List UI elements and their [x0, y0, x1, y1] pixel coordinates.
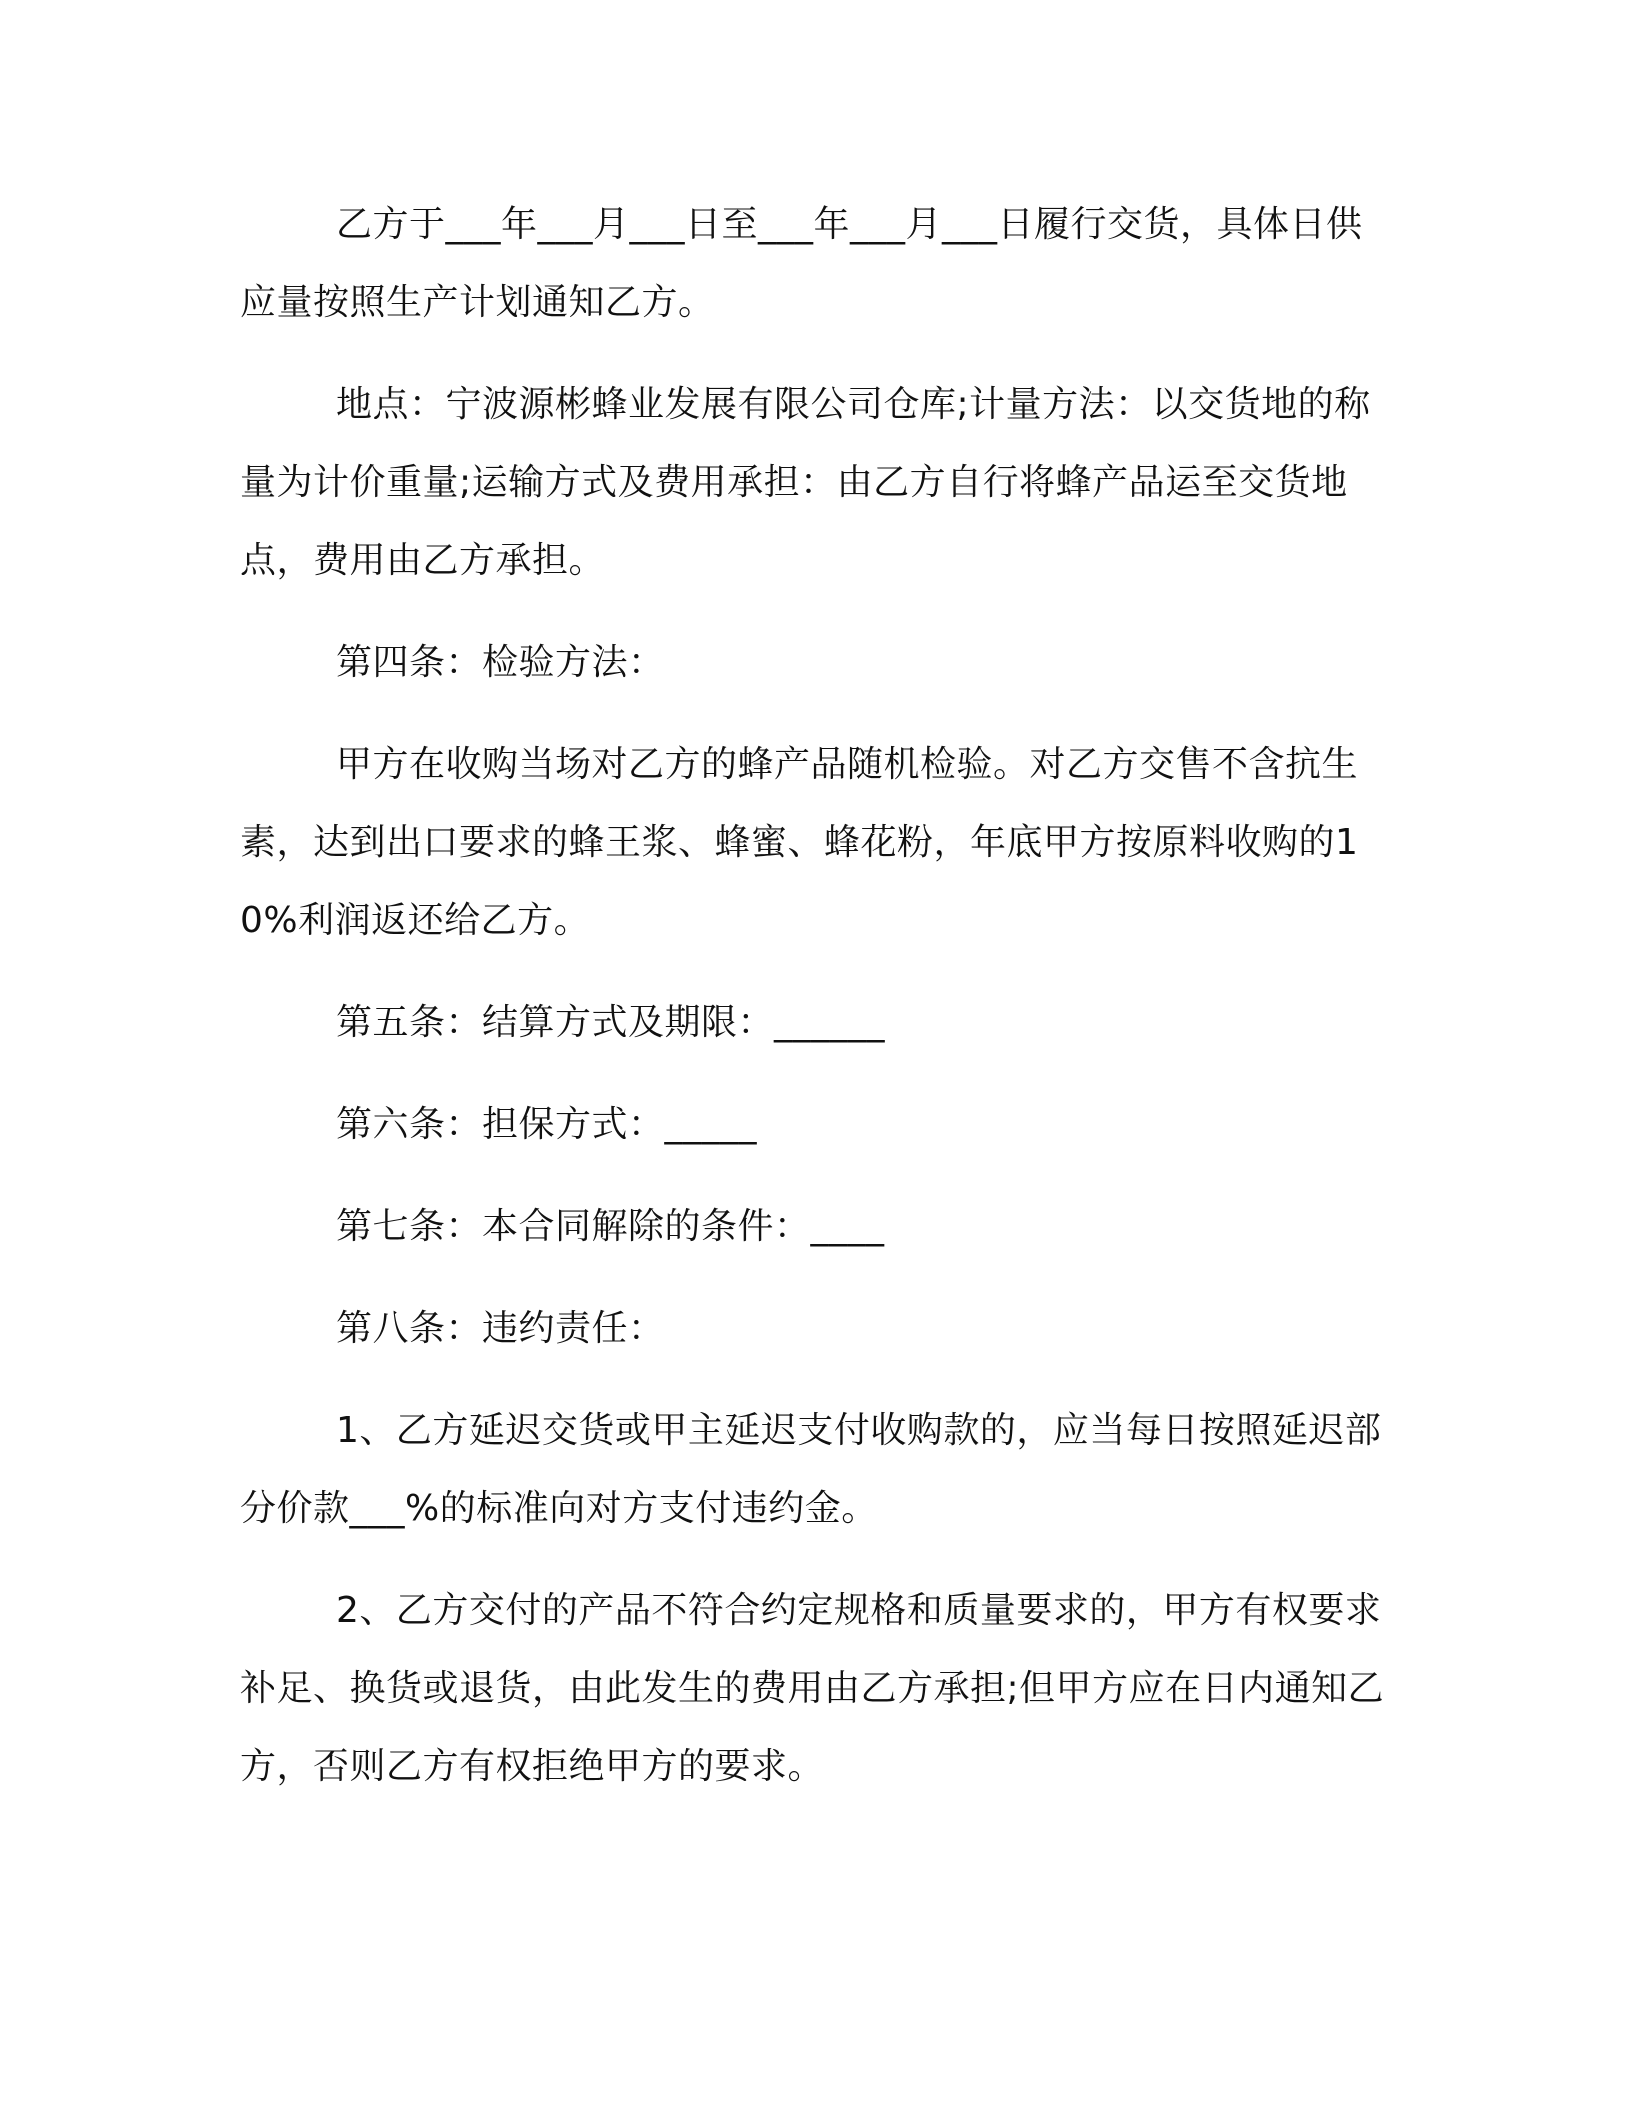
- paragraph-inspection: 甲方在收购当场对乙方的蜂产品随机检验。对乙方交售不含抗生素，达到出口要求的蜂王浆、蜂蜜、蜂花粉，年底甲方按原料收购的10%利润返还给乙方。: [240, 744, 1359, 941]
- article-7-termination: 第七条：本合同解除的条件：____: [336, 1206, 885, 1247]
- article-8-heading: 第八条：违约责任：: [336, 1308, 665, 1349]
- paragraph-delivery-time: 乙方于___年___月___日至___年___月___日履行交货，具体日供应量按照生产计划通知乙方。: [240, 204, 1363, 323]
- article-4-heading: 第四条：检验方法：: [336, 642, 665, 683]
- document-page: [240, 186, 1386, 1830]
- paragraph-delivery-location: 地点：宁波源彬蜂业发展有限公司仓库;计量方法：以交货地的称量为计价重量;运输方式及费用承担：由乙方自行将蜂产品运至交货地点，费用由乙方承担。: [240, 384, 1371, 581]
- liability-clause-1: 1、乙方延迟交货或甲主延迟支付收购款的，应当每日按照延迟部分价款___%的标准向对方支付违约金。: [240, 1410, 1382, 1529]
- liability-clause-2: 2、乙方交付的产品不符合约定规格和质量要求的，甲方有权要求补足、换货或退货，由此发生的费用由乙方承担;但甲方应在日内通知乙方，否则乙方有权拒绝甲方的要求。: [240, 1590, 1385, 1787]
- article-6-guarantee: 第六条：担保方式：_____: [336, 1104, 758, 1145]
- article-5-settlement: 第五条：结算方式及期限：______: [336, 1002, 886, 1043]
